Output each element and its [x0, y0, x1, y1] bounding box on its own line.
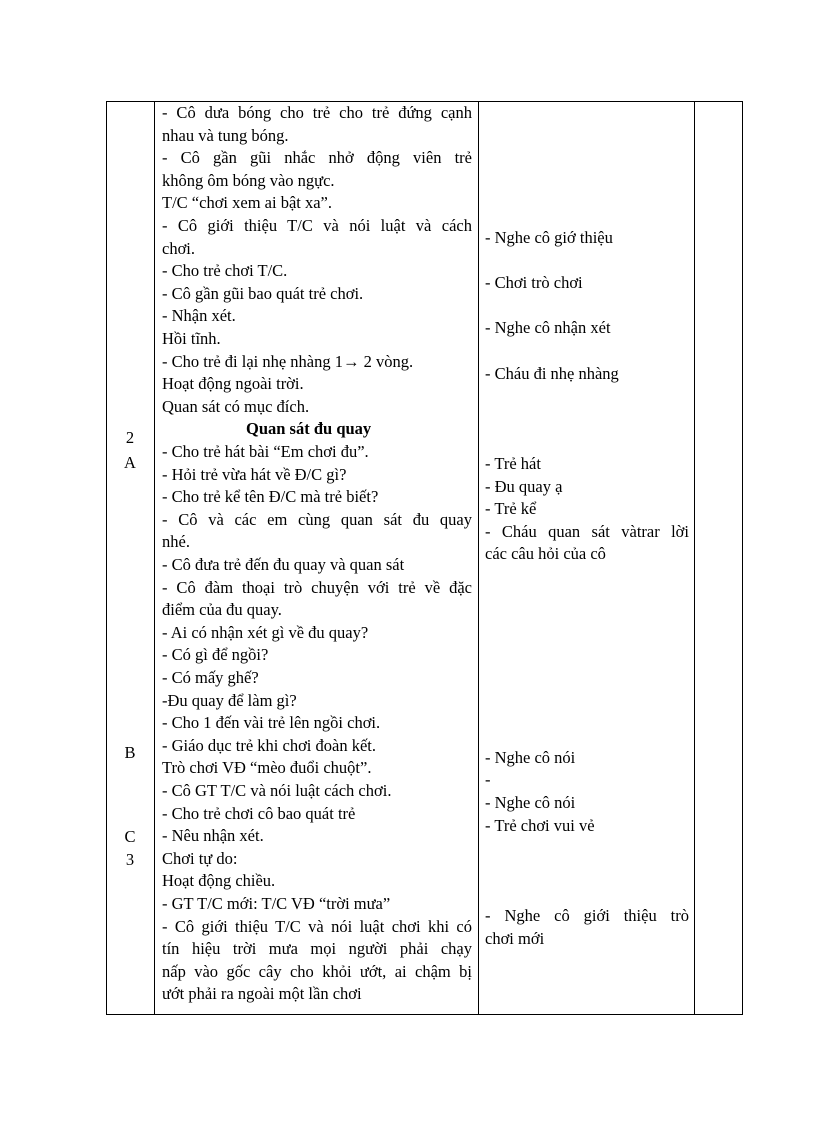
activity-line: - Có gì để ngồi?: [162, 645, 269, 665]
activity-line: - Nêu nhận xét.: [162, 826, 264, 846]
activity-line: - Cô đàm thoại trò chuyện với trẻ về đặc: [162, 577, 472, 597]
response-line: - Trẻ kể: [485, 499, 537, 519]
section-heading: Quan sát đu quay: [246, 419, 372, 439]
activity-line: Quan sát có mục đích.: [162, 396, 310, 416]
activity-line: - Cho trẻ đi lại nhẹ nhàng 1→ 2 vòng.: [162, 351, 414, 371]
table-left-border: [106, 101, 107, 1015]
activity-line: Hoạt động chiều.: [162, 871, 276, 891]
activity-line: nhé.: [162, 532, 190, 552]
activity-line: - Cô gần gũi nhắc nhở động viên trẻ: [162, 148, 472, 168]
day-label: C: [124, 827, 136, 846]
column-divider-2: [478, 101, 479, 1015]
activity-line: - Cho trẻ kể tên Đ/C mà trẻ biết?: [162, 487, 379, 507]
response-line: - Trẻ hát: [485, 454, 541, 473]
activity-line: - Cô GT T/C và nói luật cách chơi.: [162, 781, 392, 800]
response-line: - Đu quay ạ: [485, 476, 563, 496]
activity-line: tín hiệu trời mưa mọi người phải chạy: [162, 939, 472, 959]
response-line: chơi mới: [485, 928, 545, 948]
activity-line: nấp vào gốc cây cho khỏi ướt, ai chậm bị: [162, 961, 472, 981]
day-label: 2: [125, 428, 135, 447]
response-line: - Nghe cô nói: [485, 747, 576, 767]
activity-line: - Ai có nhận xét gì về đu quay?: [162, 622, 369, 642]
activity-line: - Cho trẻ chơi T/C.: [162, 261, 288, 281]
activity-line: nhau và tung bóng.: [162, 125, 289, 145]
activity-line: điểm của đu quay.: [162, 600, 282, 620]
activity-line: chơi.: [162, 238, 196, 258]
activity-line: - GT T/C mới: T/C VĐ “trời mưa”: [162, 894, 391, 913]
response-line: - Chơi trò chơi: [485, 273, 583, 293]
activity-line: - Hỏi trẻ vừa hát về Đ/C gì?: [162, 464, 347, 484]
activity-line: - Cho 1 đến vài trẻ lên ngồi chơi.: [162, 713, 381, 733]
activity-line: Hồi tĩnh.: [162, 329, 221, 348]
activity-line: - Cô giới thiệu T/C và nói luật chơi khi có: [162, 916, 472, 936]
day-label: 3: [125, 850, 135, 869]
day-label: A: [124, 453, 136, 472]
activity-line: T/C “chơi xem ai bật xa”.: [162, 193, 332, 213]
activity-line: - Cho trẻ hát bài “Em chơi đu”.: [162, 442, 369, 461]
response-line: - Nghe cô nói: [485, 793, 576, 812]
activity-line: Chơi tự do:: [162, 848, 238, 868]
activity-line: Trò chơi VĐ “mèo đuổi chuột”.: [162, 758, 372, 778]
response-line: các câu hỏi của cô: [485, 544, 606, 564]
response-line: - Cháu quan sát vàtrar lời: [485, 521, 689, 541]
activity-line: - Cô gần gũi bao quát trẻ chơi.: [162, 283, 364, 303]
table-bottom-border: [106, 1014, 743, 1015]
activity-line: ướt phải ra ngoài một lần chơi: [162, 984, 362, 1004]
activity-line: - Có mấy ghế?: [162, 668, 259, 687]
response-line: - Trẻ chơi vui vẻ: [485, 815, 595, 835]
table-right-border: [742, 101, 743, 1015]
activity-line: không ôm bóng vào ngực.: [162, 170, 335, 190]
response-line: - Cháu đi nhẹ nhàng: [485, 363, 619, 383]
activity-line: -Đu quay để làm gì?: [162, 690, 297, 710]
activity-line: - Cô và các em cùng quan sát đu quay: [162, 509, 472, 529]
column-divider-1: [154, 101, 155, 1015]
activity-line: - Nhận xét.: [162, 306, 236, 326]
day-label: B: [124, 743, 136, 762]
response-line: - Nghe cô giớ thiệu: [485, 228, 613, 247]
response-line: - Nghe cô giới thiệu trò: [485, 906, 689, 925]
activity-line: - Giáo dục trẻ khi chơi đoàn kết.: [162, 735, 376, 755]
activity-line: - Cô dưa bóng cho trẻ cho trẻ đứng cạnh: [162, 103, 472, 122]
activity-line: - Cô giới thiệu T/C và nói luật và cách: [162, 216, 472, 235]
response-line: -: [485, 770, 491, 790]
activity-line: - Cô đưa trẻ đến đu quay và quan sát: [162, 555, 405, 574]
response-line: - Nghe cô nhận xét: [485, 318, 611, 338]
column-divider-3: [694, 101, 695, 1015]
activity-line: - Cho trẻ chơi cô bao quát trẻ: [162, 803, 356, 823]
activity-line: Hoạt động ngoài trời.: [162, 374, 304, 394]
